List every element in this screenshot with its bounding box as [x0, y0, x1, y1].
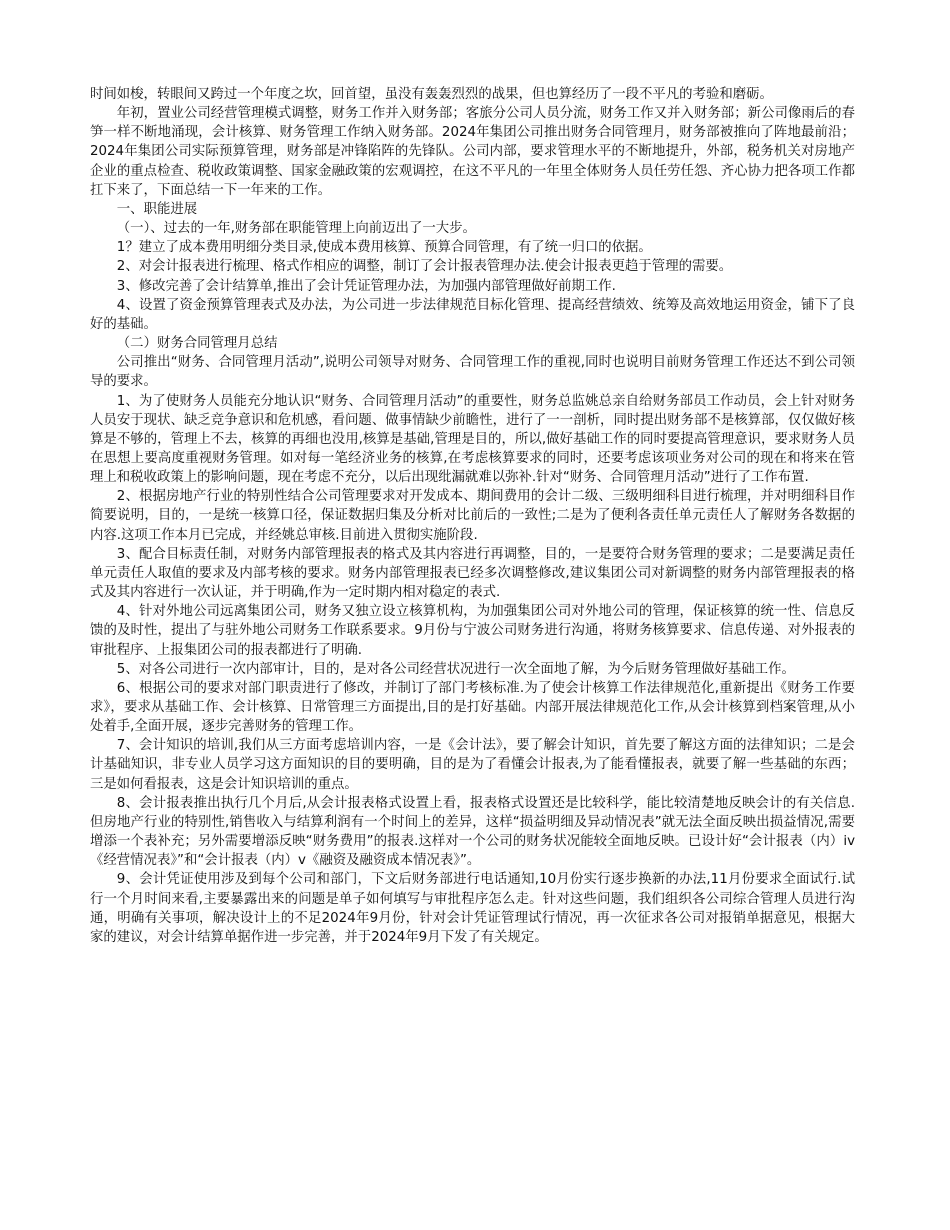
paragraph-15: 5、对各公司进行一次内部审计，目的，是对各公司经营状况进行一次全面地了解，为今后财务管理做好基础工作。	[116, 661, 795, 677]
paragraph-19: 9、会计凭证使用涉及到每个公司和部门，下文后财务部进行电话通知,10月份实行逐步换新的办法,11月份要求全面试行.试行一个月时间来看,主要暴露出来的问题是单子如何填写与审批程序怎么走。针对这些问题，我们组织各公司综合管理人员进行沟通，明确有关事项，解决设计上的不足2024年9月份，针对会计凭证管理试行情况，再一次征求各公司对报销单据意见，根据大家的建议，对会计结算单据作进一步完善，并于2024年9月下发了有关规定。	[90, 872, 855, 945]
paragraph-14: 4、针对外地公司远离集团公司，财务又独立设立核算机构，为加强集团公司对外地公司的管理，保证核算的统一性、信息反馈的及时性，提出了与驻外地公司财务工作联系要求。9月份与宁波公司财务进行沟通，将财务核算要求、信息传递、对外报表的审批程序、上报集团公司的报表都进行了明确.	[90, 604, 855, 658]
paragraph-1: 时间如梭，转眼间又跨过一个年度之坎，回首望，虽没有轰轰烈烈的战果，但也算经历了一段不平凡的考验和磨砺。	[90, 87, 773, 102]
paragraph-7: 3、修改完善了会计结算单,推出了会计凭证管理办法，为加强内部管理做好前期工作.	[116, 278, 616, 294]
paragraph-16: 6、根据公司的要求对部门职责进行了修改，并制订了部门考核标准.为了使会计核算工作法律规范化,重新提出《财务工作要求》，要求从基础工作、会计核算、日常管理三方面提出,目的是打好基础。内部开展法律规范化工作,从会计核算到档案管理,从小处着手,全面开展，逐步完善财务的管理工作。	[90, 680, 855, 735]
paragraph-9: （二）财务合同管理月总结	[116, 336, 278, 352]
paragraph-4: （一）、过去的一年,财务部在职能管理上向前迈出了一大步。	[116, 221, 476, 237]
paragraph-12: 2、根据房地产行业的特别性结合公司管理要求对开发成本、期间费用的会计二级、三级明细科目进行梳理，并对明细科目作简要说明，目的，一是统一核算口径，保证数据归集及分析对比前后的一致性;二是为了便利各责任单元责任人了解财务各数据的内容.这项工作本月已完成，并经姚总审核.目前进入贯彻实施阶段.	[90, 489, 855, 543]
paragraph-3: 一、职能进展	[116, 201, 198, 217]
paragraph-10: 公司推出“财务、合同管理月活动”,说明公司领导对财务、合同管理工作的重视,同时也说明目前财务管理工作还达不到公司领导的要求。	[90, 355, 855, 390]
paragraph-2: 年初，置业公司经营管理模式调整，财务工作并入财务部；客旅分公司人员分流，财务工作又并入财务部；新公司像雨后的春笋一样不断地涌现，会计核算、财务管理工作纳入财务部。2024年集团公司推出财务合同管理月，财务部被推向了阵地最前沿；2024年集团公司实际预算管理，财务部是冲锋陷阵的先锋队。公司内部，要求管理水平的不断地提升，外部，税务机关对房地产企业的重点检查、税收政策调整、国家金融政策的宏观调控，在这不平凡的一年里全体财务人员任劳任怨、齐心协力把各项工作都扛下来了，下面总结一下一年来的工作。	[90, 106, 855, 198]
document-body	[90, 85, 855, 947]
paragraph-5: 1？建立了成本费用明细分类目录,使成本费用核算、预算合同管理，有了统一归口的依据。	[116, 240, 652, 256]
paragraph-13: 3、配合目标责任制，对财务内部管理报表的格式及其内容进行再调整，目的，一是要符合财务管理的要求；二是要满足责任单元责任人取值的要求及内部考核的要求。财务内部管理报表已经多次调整修改,建议集团公司对新调整的财务内部管理报表的格式及其内容进行一次认证，并于明确,作为一定时期内相对稳定的表式.	[90, 546, 855, 601]
paragraph-17: 7、会计知识的培训,我们从三方面考虑培训内容，一是《会计法》，要了解会计知识，首先要了解这方面的法律知识；二是会计基础知识，非专业人员学习这方面知识的目的要明确，目的是为了看懂会计报表,为了能看懂报表，就要了解一些基础的东西；三是如何看报表，这是会计知识培训的重点。	[90, 738, 855, 792]
paragraph-18: 8、会计报表推出执行几个月后,从会计报表格式设置上看，报表格式设置还是比较科学，能比较清楚地反映会计的有关信息.但房地产行业的特别性,销售收入与结算利润有一个时间上的差异，这样“损益明细及异动情况表”就无法全面反映出损益情况,需要增添一个表补充；另外需要增添反映“财务费用”的报表.这样对一个公司的财务状况能较全面地反映。已设计好“会计报表（内）iv《经营情况表》”和“会计报表（内）v《融资及融资成本情况表》”。	[90, 795, 855, 869]
paragraph-8: 4、设置了资金预算管理表式及办法，为公司进一步法律规范目标化管理、提高经营绩效、统筹及高效地运用资金，铺下了良好的基础。	[90, 297, 855, 332]
paragraph-11: 1、为了使财务人员能充分地认识“财务、合同管理月活动”的重要性，财务总监姚总亲自给财务部员工作动员，会上针对财务人员安于现状、缺乏竞争意识和危机感，看问题、做事情缺少前瞻性，进行了一一剖析，同时提出财务部不是核算部，仅仅做好核算是不够的，管理上不去，核算的再细也没用,核算是基础,管理是目的，所以,做好基础工作的同时要提高管理意识，要求财务人员在思想上要高度重视财务管理。如对每一笔经济业务的核算,在考虑核算要求的同时，还要考虑该项业务对公司的现在和将来在管理上和税收政策上的影响问题，现在考虑不充分，以后出现纰漏就难以弥补.针对“财务、合同管理月活动”进行了工作布置.	[90, 393, 855, 486]
paragraph-6: 2、对会计报表进行梳理、格式作相应的调整，制订了会计报表管理办法.使会计报表更趋于管理的需要。	[116, 259, 733, 275]
